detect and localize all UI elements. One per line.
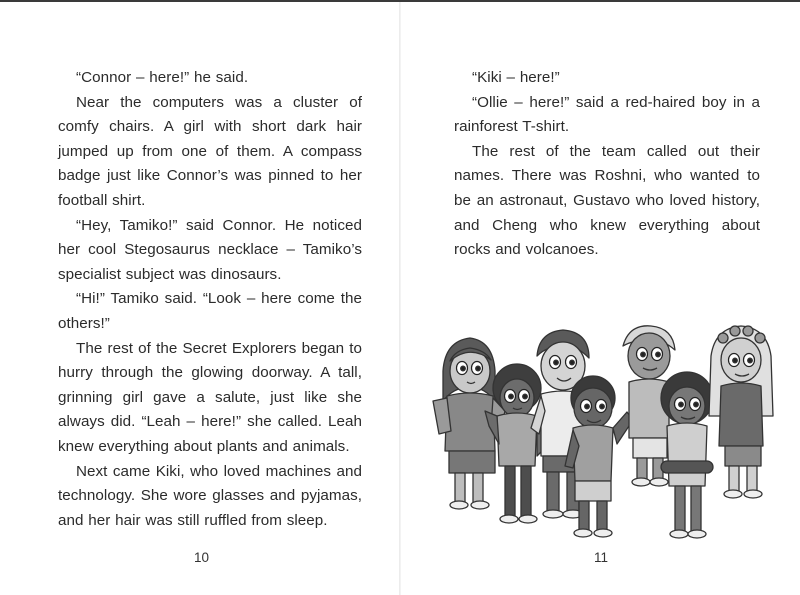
page-number-right: 11	[594, 550, 609, 565]
kid-figure	[661, 372, 713, 538]
paragraph: “Hey, Tamiko!” said Connor. He noticed her cool Stegosaurus necklace – Tamiko’s specialist subject was dinosaurs.	[58, 216, 362, 283]
paragraph: “Hi!” Tamiko said. “Look – here come the others!”	[58, 290, 362, 332]
kid-figure	[709, 326, 773, 498]
paragraph: “Ollie – here!” said a red-haired boy in a rainforest T-shirt.	[454, 93, 760, 136]
paragraph: Next came Kiki, who loved machines and technology. She wore glasses and pyjamas, and her hair was still ruffled from sleep.	[58, 462, 362, 529]
right-page	[401, 0, 800, 595]
paragraph: “Kiki – here!”	[472, 69, 560, 86]
page-number-left: 10	[194, 550, 210, 565]
left-page	[0, 0, 399, 595]
group-of-kids-drawing	[425, 316, 795, 561]
secret-explorers-illustration	[425, 316, 795, 561]
paragraph: Near the computers was a cluster of comfy chairs. A girl with short dark hair jumped up from one of them. A compass badge just like Connor’s was pinned to her football shirt.	[58, 93, 362, 209]
right-page-text	[454, 66, 760, 263]
paragraph: “Connor – here!” he said.	[76, 69, 249, 86]
paragraph: The rest of the team called out their names. There was Roshni, who wanted to be an astronaut, Gustavo who loved history, and Cheng who knew everything about rocks and volcanoes.	[454, 142, 760, 259]
left-page-text	[58, 66, 362, 533]
paragraph: The rest of the Secret Explorers began to hurry through the glowing doorway. A tall, grinning girl gave a salute, just like she always did. “Leah – here!” she called. Leah knew everything about plants and animals.	[58, 339, 362, 455]
